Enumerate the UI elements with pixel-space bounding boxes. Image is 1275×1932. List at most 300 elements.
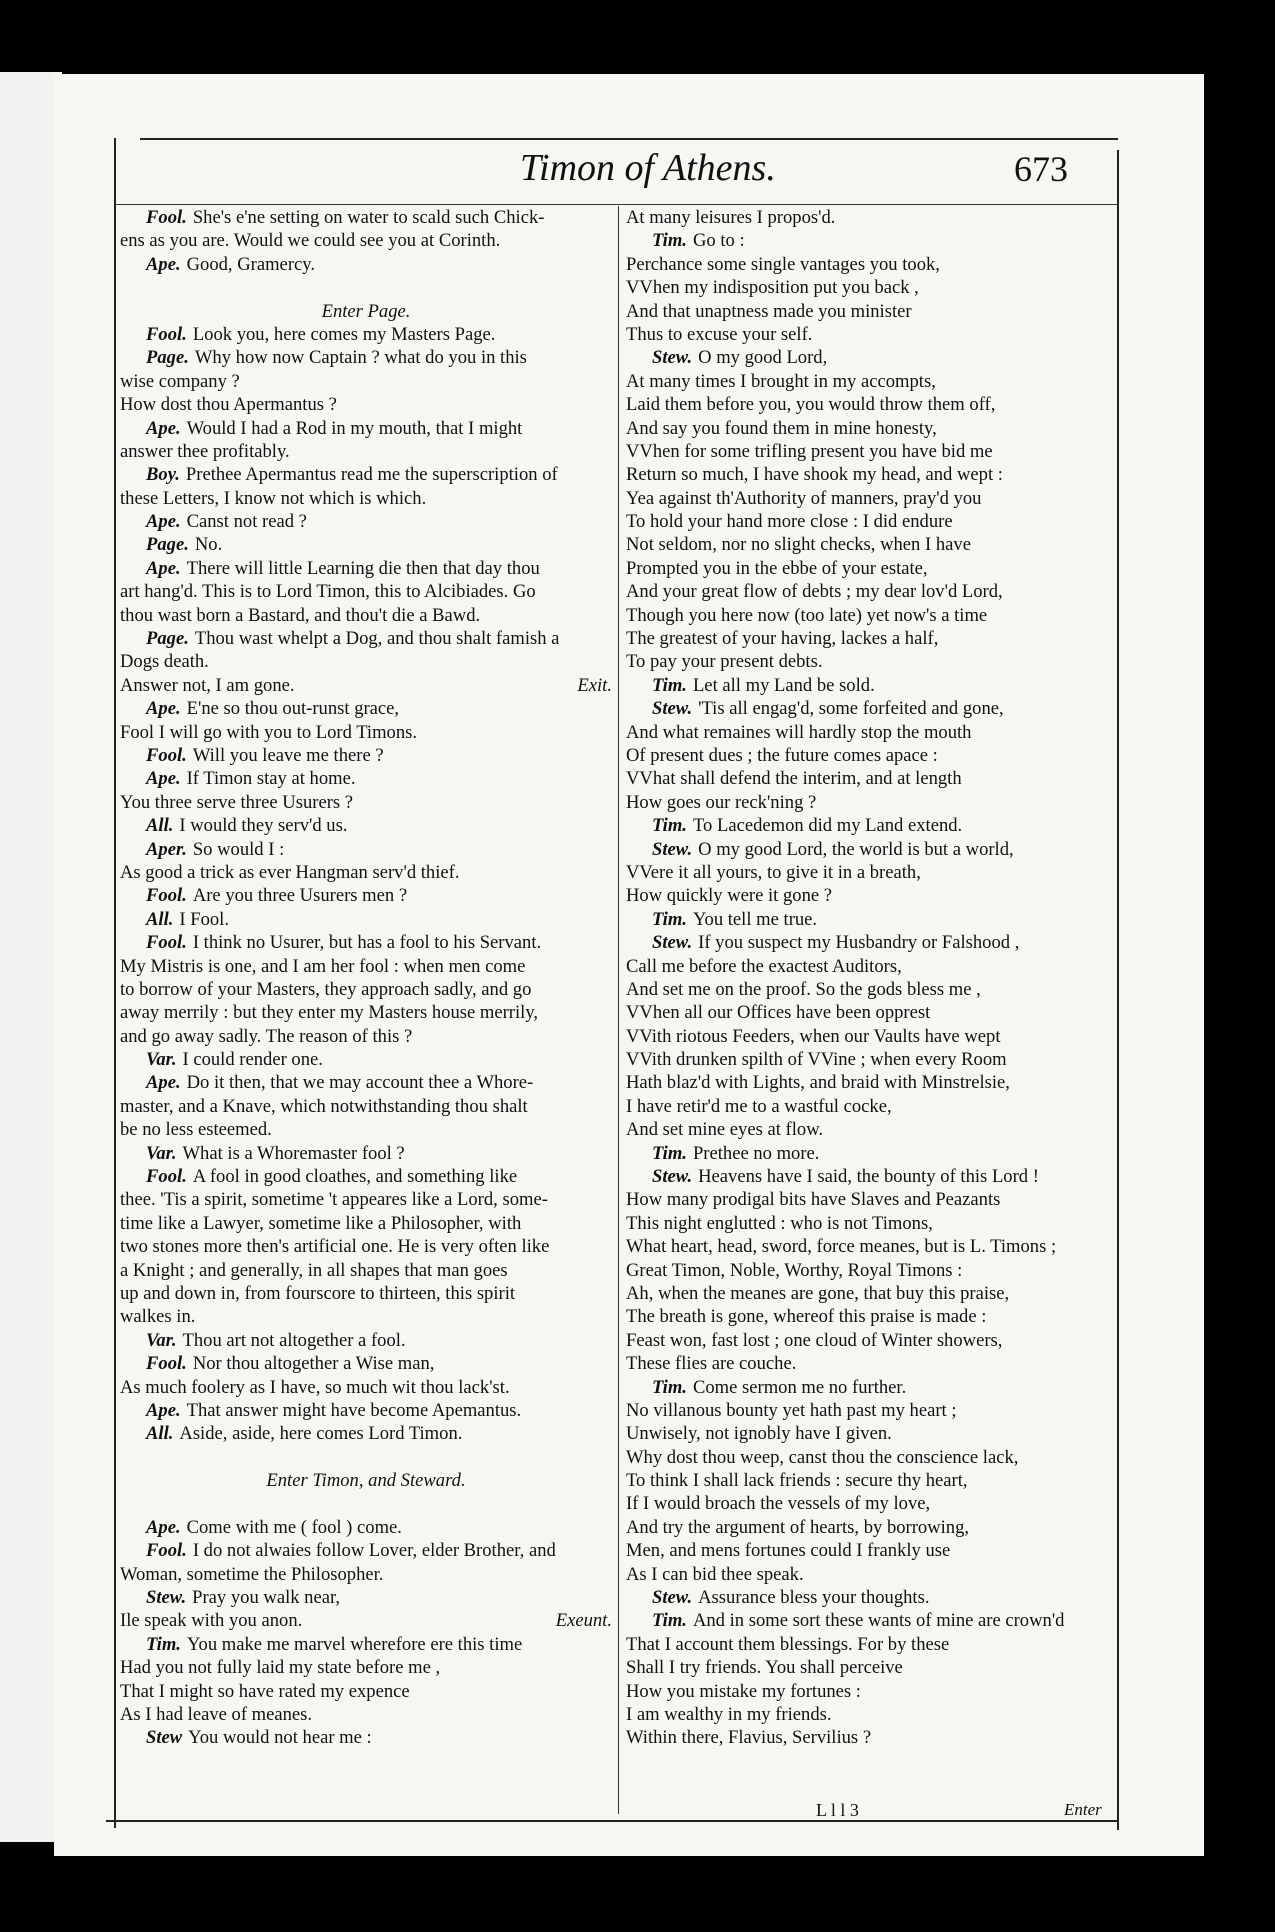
- speaker-name: Fool.: [146, 885, 187, 907]
- text-line: [120, 604, 612, 627]
- text-line: [120, 1118, 612, 1141]
- speaker-name: Fool.: [146, 207, 187, 228]
- text-line: [120, 650, 612, 673]
- speaker-name: All.: [146, 815, 174, 837]
- line-text: At many times I brought in my accompts,: [626, 370, 936, 392]
- line-text: Unwisely, not ignobly have I given.: [626, 1423, 892, 1445]
- text-line: [120, 580, 612, 603]
- line-text: and go away sadly. The reason of this ?: [120, 1025, 413, 1047]
- line-text: time like a Lawyer, sometime like a Philosopher, with: [120, 1212, 522, 1234]
- text-line: [120, 229, 612, 252]
- line-text: 'Tis all engag'd, some forfeited and gone,: [698, 698, 1004, 720]
- text-line: [626, 393, 1116, 416]
- exit-direction: Exeunt.: [555, 1610, 612, 1632]
- text-line: [626, 1118, 1116, 1141]
- line-text: The greatest of your having, lackes a half,: [626, 628, 939, 650]
- text-line: [120, 767, 612, 790]
- line-text: O my good Lord, the world is but a world,: [698, 838, 1014, 860]
- line-text: How many prodigal bits have Slaves and Peazants: [626, 1189, 1001, 1211]
- line-text: answer thee profitably.: [120, 440, 290, 462]
- line-text: Thus to excuse your self.: [626, 323, 813, 345]
- left-text-column: [120, 206, 612, 1750]
- text-line: [120, 417, 612, 440]
- line-text: Heavens have I said, the bounty of this Lord !: [698, 1166, 1039, 1188]
- line-text: How dost thou Apermantus ?: [120, 394, 337, 416]
- text-line: [626, 884, 1116, 907]
- text-line: [626, 744, 1116, 767]
- text-line: [120, 1095, 612, 1118]
- text-line: [120, 1586, 612, 1609]
- exit-direction: Exit.: [577, 674, 612, 696]
- speaker-name: Ape.: [146, 768, 181, 790]
- line-text: Of present dues ; the future comes apace :: [626, 744, 938, 766]
- line-text: VVhen for some trifling present you have bid me: [626, 440, 993, 462]
- speaker-name: Fool.: [146, 323, 187, 345]
- line-text: And say you found them in mine honesty,: [626, 417, 937, 439]
- line-text: I Fool.: [179, 908, 229, 930]
- line-text: If I would broach the vessels of my love,: [626, 1493, 931, 1515]
- facing-page-edge: [0, 72, 62, 1842]
- text-line: [626, 229, 1116, 252]
- line-text: Nor thou altogether a Wise man,: [192, 1353, 435, 1375]
- line-text: these Letters, I know not which is which.: [120, 487, 427, 509]
- line-text: Do it then, that we may account thee a Whore-: [186, 1072, 534, 1094]
- speaker-name: Stew.: [652, 347, 693, 369]
- text-line: [626, 1188, 1116, 1211]
- text-line: [626, 1329, 1116, 1352]
- text-line: [120, 955, 612, 978]
- text-line: [120, 510, 612, 533]
- text-line: [626, 1656, 1116, 1679]
- frame-rule-bottom: [106, 1820, 1118, 1822]
- line-text: Return so much, I have shook my head, and wept :: [626, 464, 1003, 486]
- speaker-name: Aper.: [146, 838, 187, 860]
- speaker-name: Fool.: [146, 1353, 187, 1375]
- speaker-name: Stew.: [652, 1166, 693, 1188]
- text-line: [626, 697, 1116, 720]
- line-text: As much foolery as I have, so much wit thou lack'st.: [120, 1376, 510, 1398]
- text-line: [120, 1142, 612, 1165]
- text-line: [626, 1563, 1116, 1586]
- text-line: [626, 1235, 1116, 1258]
- line-text: Shall I try friends. You shall perceive: [626, 1657, 903, 1679]
- speaker-name: Ape.: [146, 511, 181, 533]
- text-line: [626, 1305, 1116, 1328]
- text-line: [626, 346, 1116, 369]
- column-divider: [618, 206, 619, 1814]
- line-text: Hath blaz'd with Lights, and braid with Minstrelsie,: [626, 1072, 1010, 1094]
- line-text: a Knight ; and generally, in all shapes that man goes: [120, 1259, 508, 1281]
- text-line: [626, 1703, 1116, 1726]
- text-line: [120, 1376, 612, 1399]
- line-text: Look you, here comes my Masters Page.: [192, 323, 496, 345]
- speaker-name: Tim.: [146, 1633, 181, 1655]
- line-text: thou wast born a Bastard, and thou't die a Bawd.: [120, 604, 481, 626]
- text-line: [120, 908, 612, 931]
- speaker-name: Tim.: [652, 1610, 687, 1632]
- text-line: [626, 533, 1116, 556]
- text-line: [626, 814, 1116, 837]
- text-line: [626, 1539, 1116, 1562]
- line-text: And set mine eyes at flow.: [626, 1119, 824, 1141]
- text-line: [626, 1446, 1116, 1469]
- frame-rule-left: [114, 138, 116, 1828]
- line-text: She's e'ne setting on water to scald such Chick-: [192, 207, 545, 228]
- speaker-name: Stew.: [652, 698, 693, 720]
- line-text: To Lacedemon did my Land extend.: [692, 815, 963, 837]
- speaker-name: All.: [146, 1423, 174, 1445]
- speaker-name: Stew.: [146, 1587, 187, 1609]
- text-line: [120, 674, 612, 697]
- line-text: Why dost thou weep, canst thou the conscience lack,: [626, 1446, 1019, 1468]
- line-text: If Timon stay at home.: [186, 768, 356, 790]
- blank-line: [120, 276, 612, 299]
- line-text: E'ne so thou out-runst grace,: [186, 698, 400, 720]
- line-text: Assurance bless your thoughts.: [698, 1587, 930, 1609]
- page-number: 673: [1014, 149, 1068, 189]
- line-text: You would not hear me :: [188, 1727, 372, 1749]
- text-line: [626, 861, 1116, 884]
- line-text: up and down in, from fourscore to thirteen, this spirit: [120, 1282, 516, 1304]
- line-text: Aside, aside, here comes Lord Timon.: [179, 1423, 463, 1445]
- text-line: [120, 744, 612, 767]
- text-line: [626, 978, 1116, 1001]
- blank-line: [120, 1492, 612, 1515]
- speaker-name: Stew.: [652, 838, 693, 860]
- text-line: [626, 838, 1116, 861]
- text-line: [120, 206, 612, 229]
- line-text: You three serve three Usurers ?: [120, 791, 354, 813]
- speaker-name: Var.: [146, 1142, 177, 1164]
- text-line: [120, 253, 612, 276]
- text-line: [626, 1492, 1116, 1515]
- line-text: How goes our reck'ning ?: [626, 791, 817, 813]
- line-text: And your great flow of debts ; my dear lov'd Lord,: [626, 581, 1003, 603]
- line-text: And what remaines will hardly stop the mouth: [626, 721, 972, 743]
- line-text: VVith riotous Feeders, when our Vaults have wept: [626, 1025, 1001, 1047]
- text-line: [120, 557, 612, 580]
- text-line: [626, 1025, 1116, 1048]
- line-text: These flies are couche.: [626, 1353, 797, 1375]
- text-line: [626, 1469, 1116, 1492]
- text-line: [120, 1563, 612, 1586]
- text-line: [120, 1212, 612, 1235]
- text-line: [120, 370, 612, 393]
- text-line: [120, 791, 612, 814]
- text-line: [120, 814, 612, 837]
- text-line: [120, 697, 612, 720]
- text-line: [626, 1048, 1116, 1071]
- line-text: How you mistake my fortunes :: [626, 1680, 861, 1702]
- text-line: [120, 1188, 612, 1211]
- text-line: [120, 884, 612, 907]
- text-line: [626, 1142, 1116, 1165]
- speaker-name: Tim.: [652, 230, 687, 252]
- line-text: Prethee no more.: [692, 1142, 820, 1164]
- line-text: Fool I will go with you to Lord Timons.: [120, 721, 418, 743]
- text-line: [626, 417, 1116, 440]
- text-line: [626, 627, 1116, 650]
- line-text: I have retir'd me to a wastful cocke,: [626, 1095, 892, 1117]
- line-text: Good, Gramercy.: [186, 253, 315, 275]
- speaker-name: Ape.: [146, 1516, 181, 1538]
- text-line: [626, 1680, 1116, 1703]
- speaker-name: Boy.: [146, 464, 180, 486]
- line-text: To hold your hand more close : I did endure: [626, 511, 953, 533]
- speaker-name: Tim.: [652, 1142, 687, 1164]
- text-line: [120, 1048, 612, 1071]
- line-text: ens as you are. Would we could see you at Corinth.: [120, 230, 501, 252]
- text-line: [120, 1399, 612, 1422]
- text-line: [626, 1165, 1116, 1188]
- speaker-name: Fool.: [146, 744, 187, 766]
- speaker-name: Page.: [146, 628, 189, 650]
- speaker-name: Stew: [146, 1727, 183, 1749]
- line-text: You make me marvel wherefore ere this time: [186, 1633, 523, 1655]
- text-line: [626, 1071, 1116, 1094]
- line-text: No villanous bounty yet hath past my heart ;: [626, 1399, 957, 1421]
- line-text: Thou wast whelpt a Dog, and thou shalt famish a: [194, 628, 560, 650]
- text-line: [626, 1259, 1116, 1282]
- text-line: [120, 1633, 612, 1656]
- line-text: Canst not read ?: [186, 511, 307, 533]
- blank-line: [120, 1446, 612, 1469]
- line-text: VVere it all yours, to give it in a breath,: [626, 861, 921, 883]
- line-text: away merrily : but they enter my Masters house merrily,: [120, 1002, 539, 1024]
- speaker-name: Ape.: [146, 1072, 181, 1094]
- line-text: To think I shall lack friends : secure thy heart,: [626, 1470, 968, 1492]
- line-text: VVith drunken spilth of VVine ; when every Room: [626, 1049, 1007, 1071]
- speaker-name: Tim.: [652, 1376, 687, 1398]
- header-rule: [116, 204, 1118, 205]
- line-text: VVhat shall defend the interim, and at length: [626, 768, 962, 790]
- speaker-name: Ape.: [146, 698, 181, 720]
- signature-mark: L l l 3: [816, 1800, 859, 1820]
- text-line: [626, 1609, 1116, 1632]
- text-line: [120, 838, 612, 861]
- text-line: [120, 323, 612, 346]
- speaker-name: Ape.: [146, 253, 181, 275]
- line-text: There will little Learning die then that day thou: [186, 557, 540, 579]
- line-text: Prethee Apermantus read me the superscription of: [185, 464, 558, 486]
- speaker-name: Page.: [146, 347, 189, 369]
- line-text: Not seldom, nor no slight checks, when I have: [626, 534, 971, 556]
- text-line: [626, 674, 1116, 697]
- text-line: [120, 1329, 612, 1352]
- speaker-name: Var.: [146, 1049, 177, 1071]
- line-text: Prompted you in the ebbe of your estate,: [626, 557, 928, 579]
- line-text: wise company ?: [120, 370, 240, 392]
- speaker-name: Fool.: [146, 932, 187, 954]
- line-text: As I had leave of meanes.: [120, 1704, 313, 1725]
- line-text: Answer not, I am gone.: [120, 674, 295, 696]
- line-text: Pray you walk near,: [192, 1587, 341, 1609]
- speaker-name: Tim.: [652, 908, 687, 930]
- text-line: [626, 487, 1116, 510]
- text-line: [626, 1376, 1116, 1399]
- line-text: Had you not fully laid my state before me ,: [120, 1657, 441, 1679]
- line-text: And that unaptness made you minister: [626, 300, 912, 322]
- text-line: [120, 1539, 612, 1562]
- line-text: VVhen all our Offices have been opprest: [626, 1002, 931, 1024]
- line-text: No.: [194, 534, 223, 556]
- text-line: [626, 1633, 1116, 1656]
- text-line: [626, 1586, 1116, 1609]
- text-line: [120, 440, 612, 463]
- text-line: [120, 1001, 612, 1024]
- text-line: [626, 908, 1116, 931]
- line-text: At many leisures I propos'd.: [626, 207, 836, 228]
- line-text: I am wealthy in my friends.: [626, 1704, 832, 1725]
- line-text: A fool in good cloathes, and something like: [192, 1166, 518, 1188]
- speaker-name: Fool.: [146, 1166, 187, 1188]
- text-line: [120, 1703, 612, 1726]
- line-text: How quickly were it gone ?: [626, 885, 833, 907]
- line-text: to borrow of your Masters, they approach sadly, and go: [120, 978, 532, 1000]
- text-line: [626, 1516, 1116, 1539]
- line-text: As good a trick as ever Hangman serv'd thief.: [120, 861, 460, 883]
- line-text: VVhen my indisposition put you back ,: [626, 277, 919, 299]
- line-text: My Mistris is one, and I am her fool : when men come: [120, 955, 526, 977]
- stage-direction: Enter Timon, and Steward.: [266, 1470, 466, 1492]
- line-text: I do not alwaies follow Lover, elder Brother, and: [192, 1540, 556, 1562]
- text-line: [626, 1282, 1116, 1305]
- text-line: [626, 206, 1116, 229]
- line-text: To pay your present debts.: [626, 651, 823, 673]
- line-text: And set me on the proof. So the gods bless me ,: [626, 978, 981, 1000]
- speaker-name: Tim.: [652, 815, 687, 837]
- text-line: [626, 1726, 1116, 1749]
- line-text: walkes in.: [120, 1306, 196, 1328]
- speaker-name: Tim.: [652, 674, 687, 696]
- line-text: That I might so have rated my expence: [120, 1680, 410, 1702]
- text-line: [120, 1071, 612, 1094]
- text-line: [120, 1165, 612, 1188]
- text-line: [626, 1352, 1116, 1375]
- text-line: [120, 931, 612, 954]
- line-text: Why how now Captain ? what do you in this: [194, 347, 527, 369]
- text-line: [120, 1259, 612, 1282]
- line-text: I could render one.: [182, 1049, 323, 1071]
- frame-rule-right: [1117, 150, 1119, 1830]
- line-text: Feast won, fast lost ; one cloud of Winter showers,: [626, 1329, 1003, 1351]
- speaker-name: All.: [146, 908, 174, 930]
- line-text: Great Timon, Noble, Worthy, Royal Timons :: [626, 1259, 963, 1281]
- text-line: [626, 253, 1116, 276]
- right-text-column: [626, 206, 1116, 1750]
- text-line: [120, 978, 612, 1001]
- text-line: [626, 1212, 1116, 1235]
- speaker-name: Stew.: [652, 932, 693, 954]
- line-text: You tell me true.: [692, 908, 818, 930]
- line-text: So would I :: [192, 838, 285, 860]
- text-line: [626, 440, 1116, 463]
- text-line: [626, 1095, 1116, 1118]
- line-text: As I can bid thee speak.: [626, 1563, 804, 1585]
- line-text: Ile speak with you anon.: [120, 1610, 303, 1632]
- text-line: [626, 650, 1116, 673]
- text-line: [626, 767, 1116, 790]
- text-line: [120, 1025, 612, 1048]
- text-line: [626, 955, 1116, 978]
- line-text: master, and a Knave, which notwithstanding thou shalt: [120, 1095, 528, 1117]
- line-text: Men, and mens fortunes could I frankly use: [626, 1540, 951, 1562]
- text-line: [626, 580, 1116, 603]
- text-line: [120, 1235, 612, 1258]
- speaker-name: Page.: [146, 534, 189, 556]
- text-line: [120, 393, 612, 416]
- stage-direction: Enter Page.: [321, 300, 411, 322]
- text-line: [120, 721, 612, 744]
- text-line: [120, 346, 612, 369]
- text-line: [626, 1422, 1116, 1445]
- line-text: And in some sort these wants of mine are crown'd: [692, 1610, 1065, 1632]
- line-text: Thou art not altogether a fool.: [182, 1329, 406, 1351]
- text-line: [120, 1305, 612, 1328]
- line-text: Come sermon me no further.: [692, 1376, 907, 1398]
- line-text: Call me before the exactest Auditors,: [626, 955, 902, 977]
- line-text: If you suspect my Husbandry or Falshood ,: [698, 932, 1020, 954]
- line-text: Are you three Usurers men ?: [192, 885, 408, 907]
- speaker-name: Ape.: [146, 557, 181, 579]
- speaker-name: Fool.: [146, 1540, 187, 1562]
- line-text: The breath is gone, whereof this praise is made :: [626, 1306, 987, 1328]
- text-line: [626, 1399, 1116, 1422]
- line-text: That answer might have become Apemantus.: [186, 1399, 522, 1421]
- line-text: Come with me ( fool ) come.: [186, 1516, 402, 1538]
- text-line: [626, 721, 1116, 744]
- text-line: [626, 370, 1116, 393]
- line-text: Laid them before you, you would throw them off,: [626, 394, 996, 416]
- text-line: [626, 557, 1116, 580]
- line-text: two stones more then's artificial one. He is very often like: [120, 1236, 550, 1258]
- text-line: [120, 463, 612, 486]
- text-line: [120, 1282, 612, 1305]
- speaker-name: Var.: [146, 1329, 177, 1351]
- line-text: be no less esteemed.: [120, 1119, 272, 1141]
- text-line: [120, 1609, 612, 1632]
- text-line: [626, 510, 1116, 533]
- line-text: Within there, Flavius, Servilius ?: [626, 1727, 872, 1749]
- line-text: Ah, when the meanes are gone, that buy this praise,: [626, 1282, 1010, 1304]
- line-text: art hang'd. This is to Lord Timon, this to Alcibiades. Go: [120, 581, 536, 603]
- line-text: And try the argument of hearts, by borrowing,: [626, 1516, 970, 1538]
- text-line: [626, 791, 1116, 814]
- text-line: [120, 1726, 612, 1749]
- catchword: Enter: [1064, 1800, 1102, 1819]
- line-text: Let all my Land be sold.: [692, 674, 875, 696]
- line-text: Would I had a Rod in my mouth, that I might: [186, 417, 523, 439]
- running-title: Timon of Athens.: [520, 147, 776, 189]
- text-line: [120, 1422, 612, 1445]
- line-text: Though you here now (too late) yet now's a time: [626, 604, 988, 626]
- text-line: [626, 323, 1116, 346]
- line-text: This night englutted : who is not Timons,: [626, 1212, 933, 1234]
- text-line: [120, 861, 612, 884]
- text-line: [120, 533, 612, 556]
- text-line: [120, 1352, 612, 1375]
- frame-rule-top: [140, 138, 1118, 140]
- text-line: [626, 463, 1116, 486]
- text-line: [120, 1516, 612, 1539]
- line-text: Go to :: [692, 230, 745, 252]
- text-line: [120, 1656, 612, 1679]
- line-text: Yea against th'Authority of manners, pray'd you: [626, 487, 982, 509]
- line-text: Dogs death.: [120, 651, 209, 673]
- speaker-name: Ape.: [146, 1399, 181, 1421]
- line-text: Perchance some single vantages you took,: [626, 253, 940, 275]
- line-text: Will you leave me there ?: [192, 744, 384, 766]
